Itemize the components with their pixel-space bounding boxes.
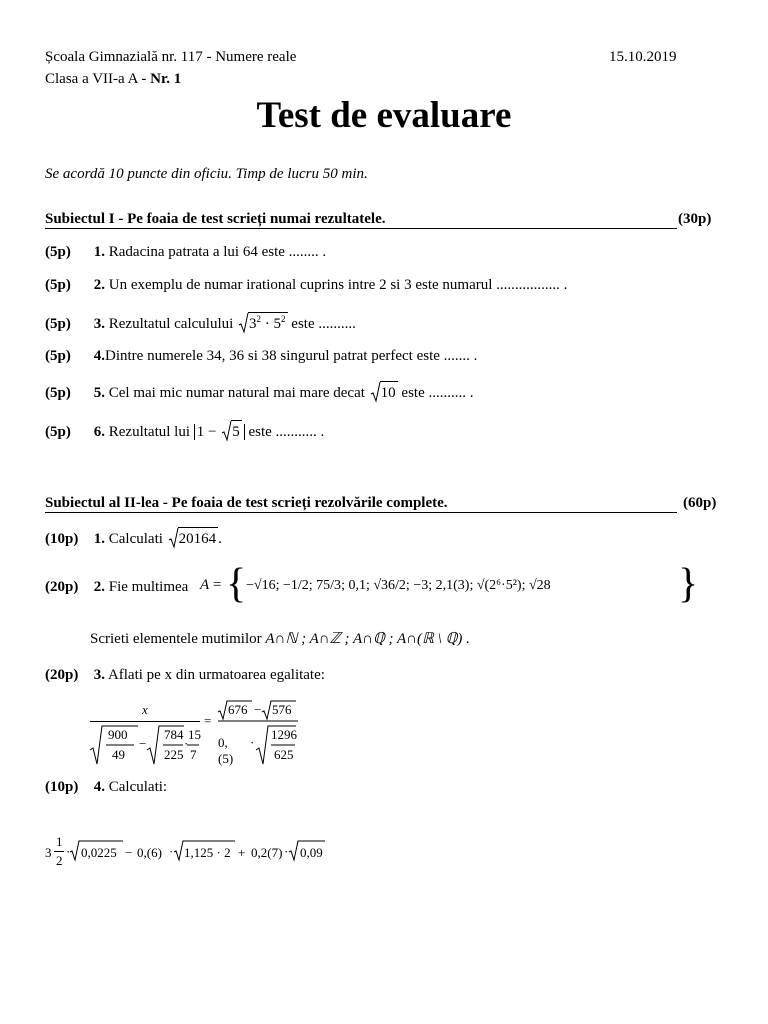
s1-item-3: [45, 312, 356, 334]
page-title: Test de evaluare: [256, 95, 512, 136]
test-date: 15.10.2019: [609, 49, 677, 65]
item-text: Cel mai mic numar natural mai mare decat: [108, 385, 365, 401]
class-line: [45, 70, 181, 88]
item-text: Rezultatul lui: [108, 424, 190, 440]
set-element: −3: [413, 578, 429, 593]
section1-underline: [45, 228, 677, 229]
svg-text:{: {: [226, 561, 247, 607]
item-points: (5p): [45, 277, 71, 293]
s1-item-6: [45, 420, 324, 442]
item-tail: este ..........: [291, 316, 356, 332]
item-number: 5.: [93, 385, 105, 401]
s2-item-2: [45, 577, 188, 597]
absolute-value-expression: 1 − 5: [194, 424, 245, 440]
item-points: (5p): [45, 424, 71, 440]
item-text: Un exemplu de numar irational cuprins intre 2 si 3 este numarul ................. .: [108, 277, 568, 293]
equation: x 900 49 − 784 225 · 15 7 = 676 − 576 0,(5) · 1296 625: [90, 700, 320, 770]
item-text: Calculati:: [108, 779, 168, 795]
item-points: (5p): [45, 244, 71, 260]
item-points: (5p): [45, 385, 71, 401]
item-tail: este ........... .: [248, 424, 325, 440]
radical-expression: 10: [371, 381, 398, 403]
item-text: Calculati: [108, 531, 163, 547]
class-number: Nr. 1: [150, 71, 182, 87]
item-number: 3.: [93, 316, 105, 332]
item-number: 4.: [93, 779, 105, 795]
set-element: √36/2: [373, 578, 406, 593]
eq-numerator-x: x: [142, 702, 148, 717]
sets-expression: A∩ℕ ; A∩ℤ ; A∩ℚ ; A∩(ℝ \ ℚ) .: [265, 631, 470, 647]
item-points: (10p): [45, 779, 79, 795]
s2-item-3: [45, 665, 325, 685]
set-element: −√16: [246, 578, 276, 593]
s2-item-4: [45, 777, 167, 797]
item-points: (20p): [45, 579, 79, 595]
svg-text:}: }: [678, 561, 699, 607]
section1-heading: Subiectul I - Pe foaia de test scrieți numai rezultatele.: [45, 211, 386, 227]
set-element: 75/3: [316, 578, 342, 593]
s1-item-4: [45, 346, 477, 366]
radical-expression: 20164: [169, 527, 219, 549]
section2-points: (60p): [683, 495, 717, 511]
item-points: (20p): [45, 667, 79, 683]
section1-points: (30p): [678, 211, 712, 227]
s1-item-5: [45, 381, 473, 403]
item-points: (10p): [45, 531, 79, 547]
item-number: 2.: [93, 277, 105, 293]
item-text: Scrieti elementele mutimilor: [90, 631, 262, 647]
set-element: −1/2: [282, 578, 309, 593]
s2-item-2b: [90, 629, 470, 649]
item-points: (5p): [45, 348, 71, 364]
item-number: 1.: [93, 531, 105, 547]
set-element: 0,1: [348, 578, 366, 593]
section2-heading: Subiectul al II-lea - Pe foaia de test scrieți rezolvările complete.: [45, 495, 448, 511]
set-element: √28: [528, 578, 551, 593]
item-text: Aflati pe x din urmatoarea egalitate:: [107, 667, 325, 683]
section2-underline: [45, 512, 677, 513]
item-points: (5p): [45, 316, 71, 332]
set-definition: A = { } −√16; −1/2; 75/3; 0,1; √36/2; −3; 2,1(3); √(2⁶·5²); √28: [200, 561, 699, 607]
school-name: Școala Gimnazială nr. 117 - Numere reale: [45, 49, 297, 65]
item-number: 6.: [93, 424, 105, 440]
item-text: Radacina patrata a lui 64 este ........ .: [108, 244, 327, 260]
item-tail: este .......... .: [401, 385, 474, 401]
class-prefix: Clasa a VII-a A -: [45, 71, 151, 87]
item-number: 1.: [93, 244, 105, 260]
s2-item-1: (10p) 1. Calculati 20164 .: [45, 527, 222, 549]
set-element: √(2⁶·5²): [476, 578, 522, 593]
set-elements: −√16; −1/2; 75/3; 0,1; √36/2; −3; 2,1(3); √(2⁶·5²); √28: [246, 578, 551, 593]
radical-expression: $3^2 \cdot 5^2$: [239, 312, 288, 334]
item-number: 4.: [93, 348, 105, 364]
s1-item-1: [45, 242, 326, 262]
item-number: 2.: [93, 579, 105, 595]
item-text: Rezultatul calculului: [108, 316, 234, 332]
item-number: 3.: [93, 667, 105, 683]
item-text: Dintre numerele 34, 36 si 38 singurul patrat perfect este ....... .: [105, 348, 478, 364]
intro-text: Se acordă 10 puncte din oficiu. Timp de lucru 50 min.: [45, 166, 368, 182]
item-text: Fie multimea: [108, 579, 189, 595]
calc-expression: 3 1 2 · 0,0225 − 0,(6) · 1,125 · 2 + 0,2(7) · 0,09: [45, 834, 345, 874]
s1-item-2: [45, 275, 567, 295]
set-element: 2,1(3): [435, 578, 470, 593]
